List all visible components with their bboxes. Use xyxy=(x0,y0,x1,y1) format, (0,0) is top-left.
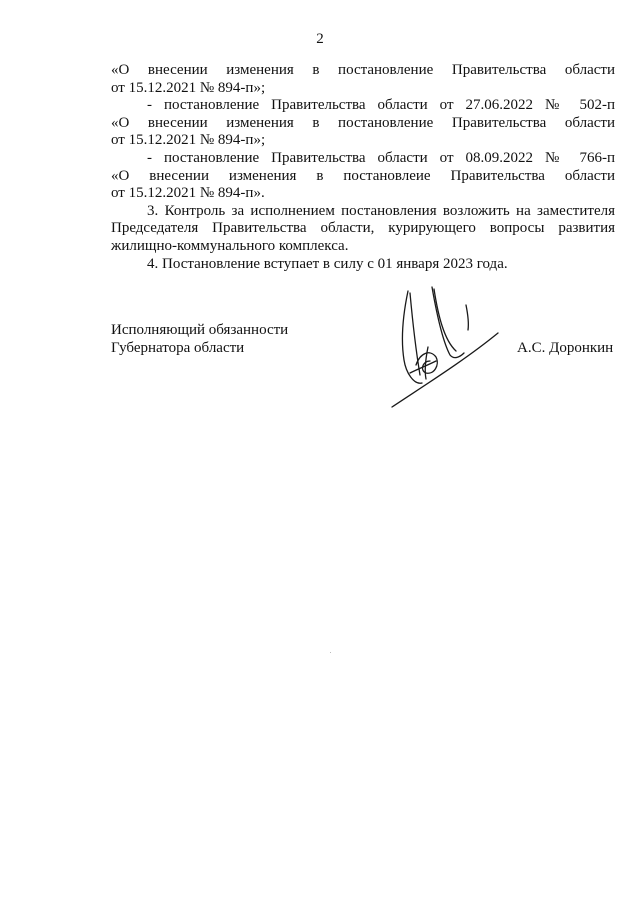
signer-name: А.С. Доронкин xyxy=(517,340,614,356)
body-line: от 15.12.2021 № 894-п»; xyxy=(111,132,266,149)
body-line: «О внесении изменения в постановление Правительства области xyxy=(111,114,615,131)
body-line: от 15.12.2021 № 894-п». xyxy=(111,185,265,202)
page-number: 2 xyxy=(316,31,324,47)
paragraph-3-line: 3. Контроль за исполнением постановления возложить на заместителя xyxy=(147,202,615,219)
paragraph-3-line: Председателя Правительства области, курирующего вопросы развития xyxy=(111,220,615,237)
signer-position xyxy=(111,322,288,357)
signer-position-line: Губернатора области xyxy=(111,339,245,356)
paragraph-4-line: 4. Постановление вступает в силу с 01 января 2023 года. xyxy=(147,255,508,272)
body-line: - постановление Правительства области от 27.06.2022 № 502-п xyxy=(147,97,615,114)
signer-position-line: Исполняющий обязанности xyxy=(111,322,289,338)
body-line: «О внесении изменения в постановлеие Правительства области xyxy=(111,167,615,184)
handwritten-signature xyxy=(370,285,510,415)
paragraph-3-line: жилищно-коммунального комплекса. xyxy=(111,237,349,254)
body-line: от 15.12.2021 № 894-п»; xyxy=(111,79,266,96)
body-line: «О внесении изменения в постановление Правительства области xyxy=(111,62,615,78)
body-line: - постановление Правительства области от 08.09.2022 № 766-п xyxy=(147,149,615,166)
scan-speck xyxy=(330,652,331,653)
document-body xyxy=(111,62,615,273)
